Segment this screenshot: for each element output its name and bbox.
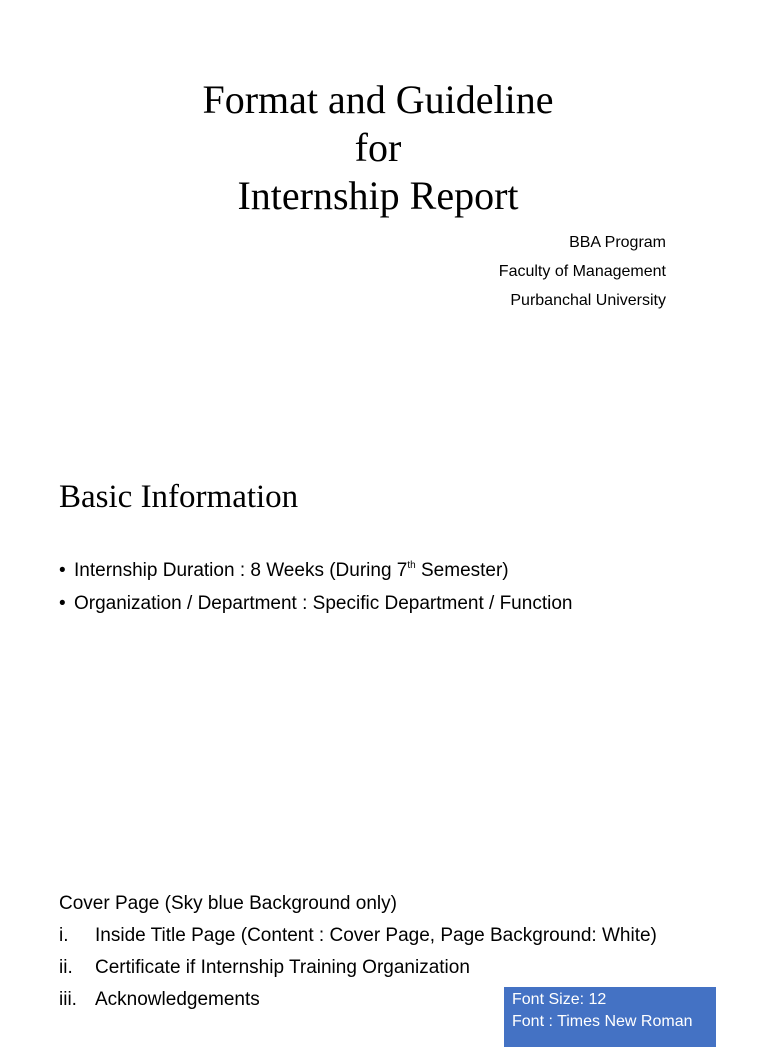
bullet-list bbox=[59, 549, 572, 620]
duration-text-end: Semester) bbox=[415, 560, 509, 581]
font-family-note: Font : Times New Roman bbox=[512, 1013, 693, 1030]
title-line-1: Format and Guideline bbox=[202, 77, 554, 122]
bullet-item-organization bbox=[59, 587, 572, 620]
duration-text: Internship Duration : 8 Weeks (During 7 bbox=[74, 560, 408, 581]
ordinal-suffix: th bbox=[407, 560, 416, 571]
section-heading: Basic Information bbox=[59, 479, 299, 515]
font-note-box bbox=[504, 987, 716, 1047]
font-size-note: Font Size: 12 bbox=[512, 991, 607, 1008]
title-line-3: Internship Report bbox=[237, 173, 519, 218]
item-text: Inside Title Page (Content : Cover Page, Page Background: White) bbox=[95, 925, 657, 946]
report-title bbox=[0, 76, 756, 220]
faculty-name: Faculty of Management bbox=[498, 263, 666, 280]
subtitle bbox=[499, 228, 666, 315]
item-number: i. bbox=[59, 925, 69, 946]
item-text: Acknowledgements bbox=[95, 989, 260, 1010]
bullet-icon: • bbox=[59, 593, 66, 614]
university-name: Purbanchal University bbox=[510, 292, 666, 309]
organization-text: Organization / Department : Specific Department / Function bbox=[74, 593, 573, 614]
program-name: BBA Program bbox=[569, 234, 666, 251]
bullet-icon: • bbox=[59, 560, 66, 581]
item-number: ii. bbox=[59, 957, 73, 978]
bullet-item-duration bbox=[59, 549, 572, 587]
list-item bbox=[59, 920, 657, 952]
list-item bbox=[59, 952, 657, 984]
item-number: iii. bbox=[59, 989, 77, 1010]
title-line-2: for bbox=[354, 125, 402, 170]
item-text: Certificate if Internship Training Organization bbox=[95, 957, 470, 978]
cover-page-line: Cover Page (Sky blue Background only) bbox=[59, 893, 397, 914]
